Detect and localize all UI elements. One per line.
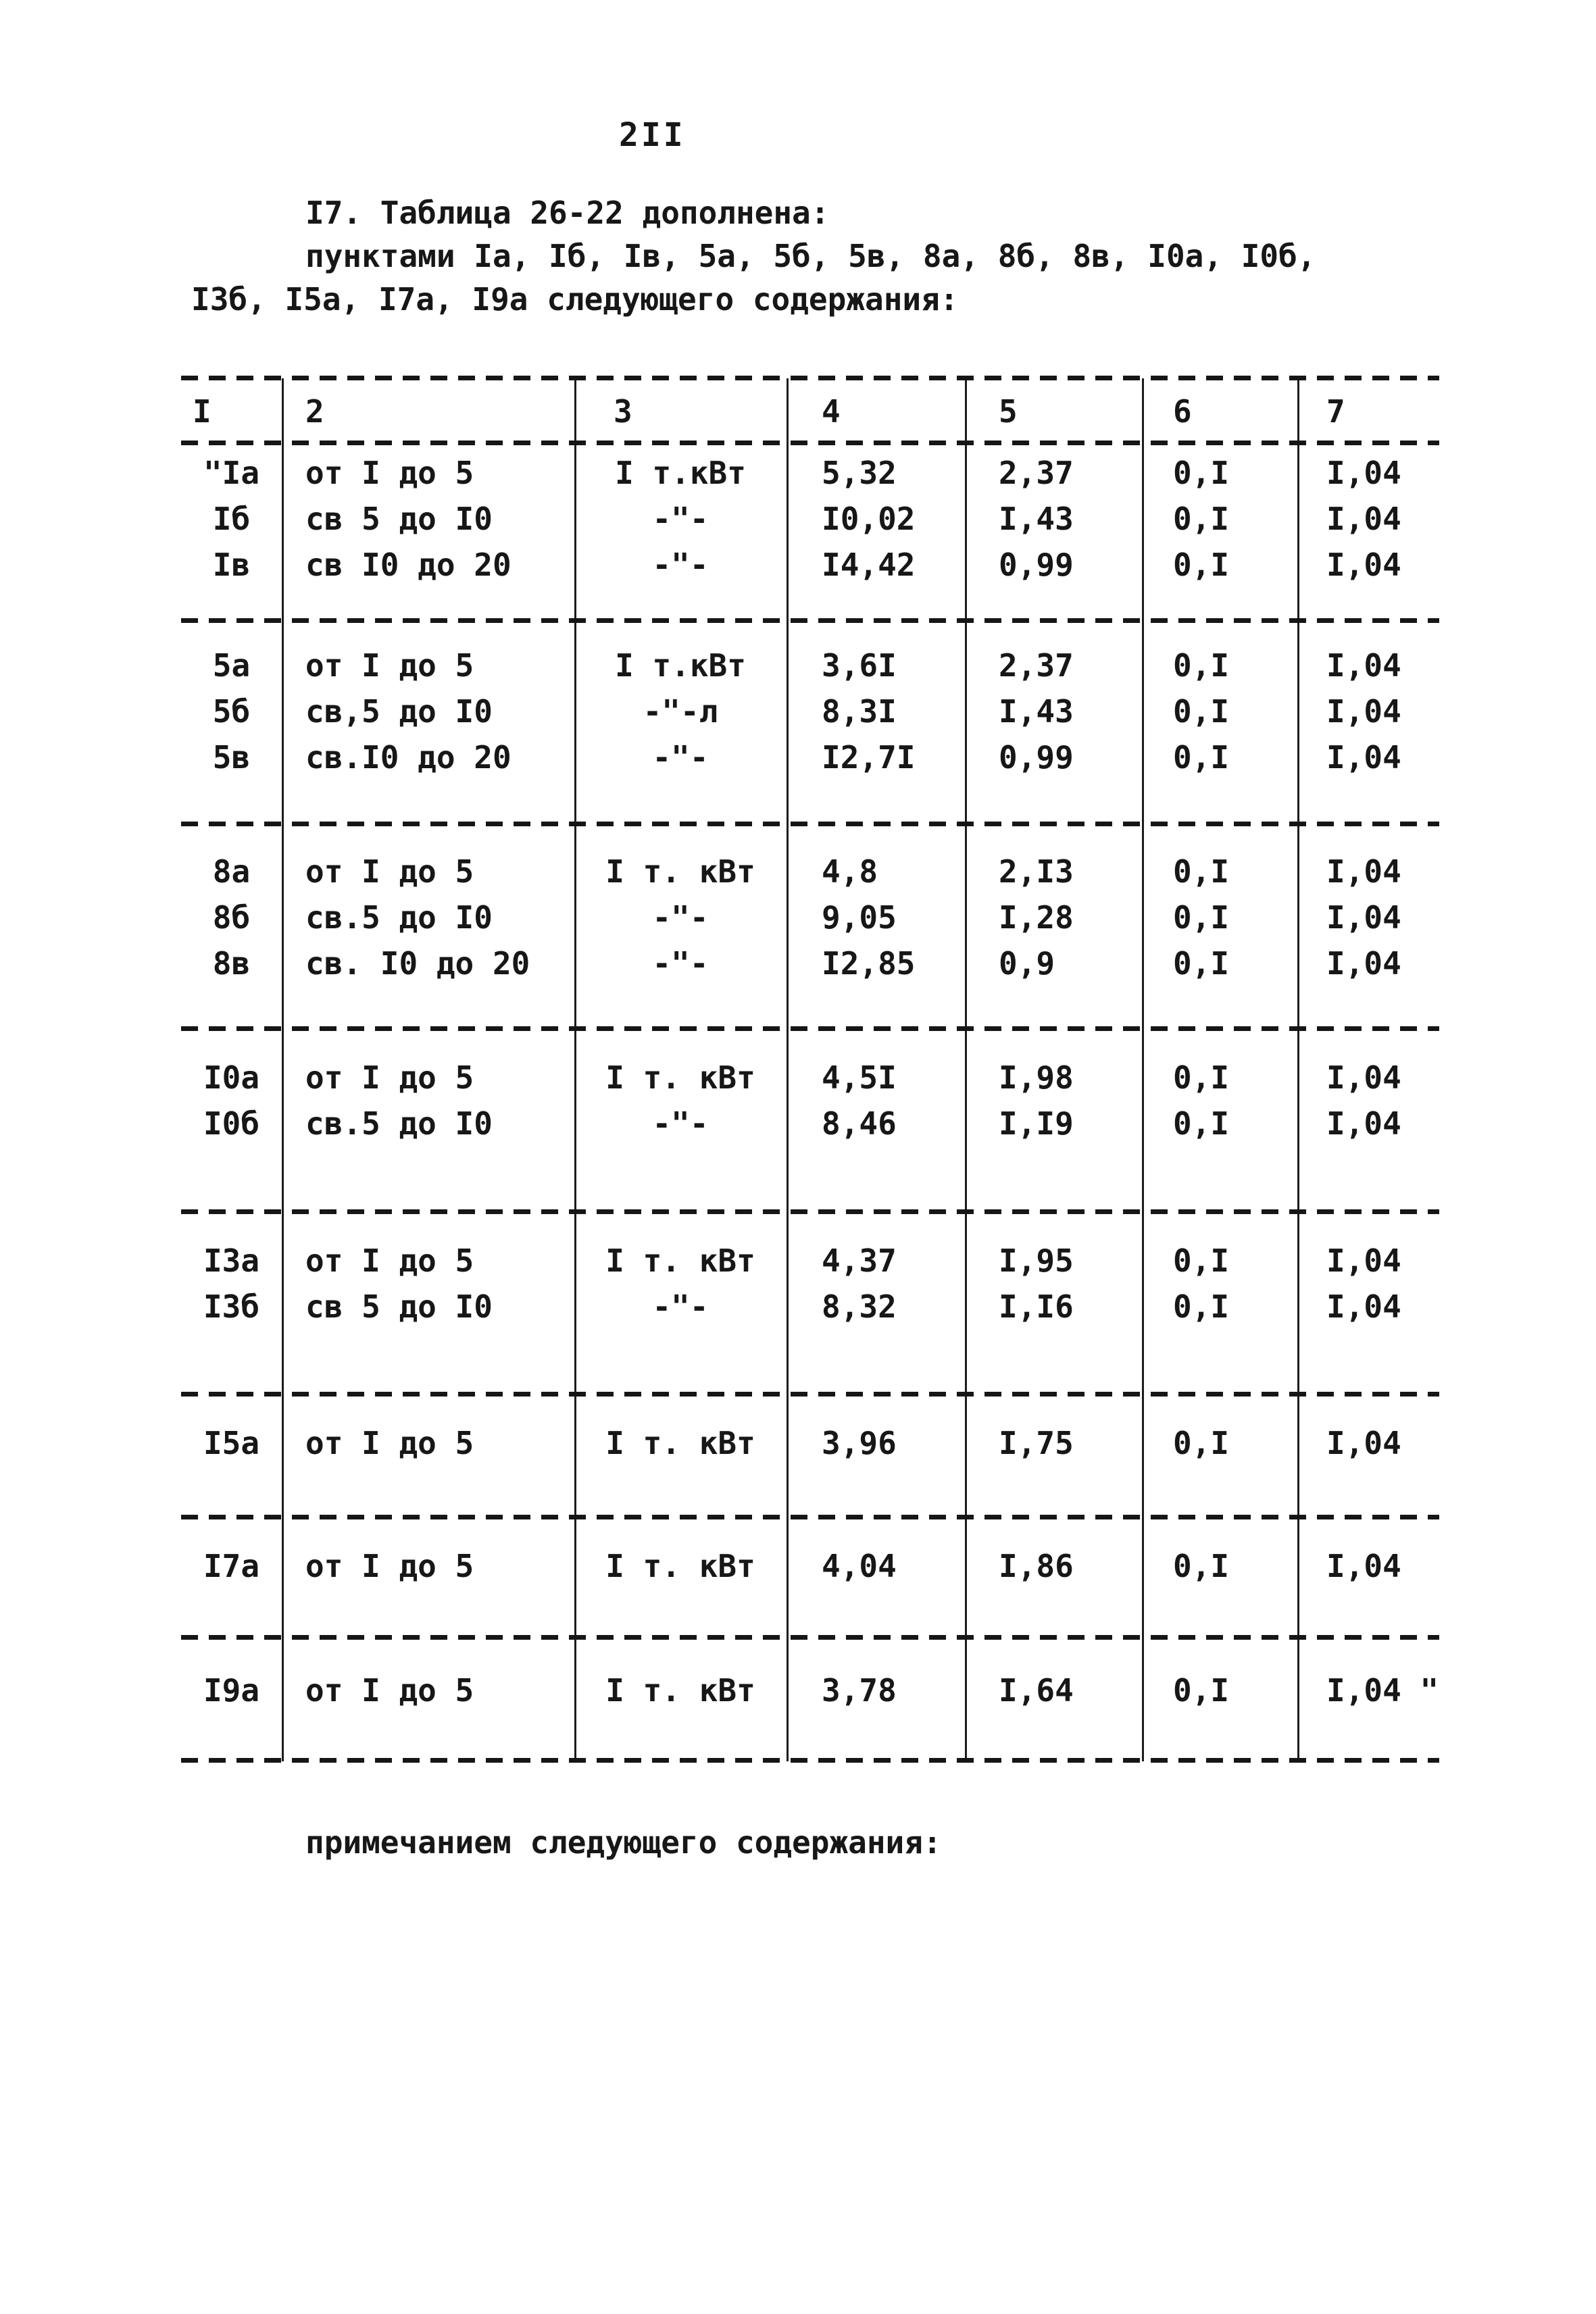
table-cell-col7: I,04 <box>1326 693 1401 730</box>
table-cell-col4: I4,42 <box>822 547 916 583</box>
table-row <box>181 1543 1439 1589</box>
table-cell-col4: 4,5I <box>822 1059 897 1096</box>
table-cell-col7: I,04 <box>1326 1548 1401 1584</box>
table-cell-col6: 0,I <box>1173 547 1230 583</box>
table-cell-col1: 5а <box>212 647 251 684</box>
table-row <box>181 643 1439 688</box>
column-header-1: I <box>193 393 211 430</box>
table-row <box>181 849 1439 895</box>
table-cell-col2: св,5 до I0 <box>305 693 493 730</box>
table-row <box>181 940 1439 986</box>
table-cell-col3: -"-л <box>643 693 718 730</box>
table-cell-col6: 0,I <box>1173 945 1230 982</box>
table-cell-col5: I,98 <box>999 1059 1074 1096</box>
table-cell-col7: I,04 <box>1326 899 1401 936</box>
table-group-15 <box>181 1392 1439 1515</box>
column-header-5: 5 <box>999 393 1018 430</box>
table-cell-col2: от I до 5 <box>305 1548 474 1584</box>
table-cell-col4: 4,04 <box>822 1548 897 1584</box>
table-cell-col2: св.5 до I0 <box>305 1105 493 1142</box>
table-cell-col3: I т. кВт <box>605 1242 755 1279</box>
table-cell-col6: 0,I <box>1173 501 1230 537</box>
table-cell-col2: св I0 до 20 <box>305 547 512 583</box>
table-26-22 <box>181 376 1439 1763</box>
table-cell-col5: I,43 <box>999 693 1074 730</box>
table-cell-col6: 0,I <box>1173 899 1230 936</box>
column-header-2: 2 <box>305 393 324 430</box>
table-cell-col1: I3б <box>203 1288 260 1325</box>
table-row <box>181 450 1439 496</box>
table-cell-col5: 2,37 <box>999 455 1074 491</box>
table-cell-col7: I,04 <box>1326 455 1401 491</box>
table-cell-col4: 8,32 <box>822 1288 897 1325</box>
table-row <box>181 1238 1439 1284</box>
table-row <box>181 895 1439 940</box>
table-cell-col2: св.5 до I0 <box>305 899 493 936</box>
table-cell-col4: I2,85 <box>822 945 916 982</box>
table-row <box>181 1055 1439 1101</box>
column-header-7: 7 <box>1326 393 1345 430</box>
table-cell-col6: 0,I <box>1173 1105 1230 1142</box>
table-cell-col7: I,04 <box>1326 501 1401 537</box>
table-cell-col4: 3,78 <box>822 1672 897 1709</box>
table-cell-col4: 9,05 <box>822 899 897 936</box>
table-cell-col2: св.I0 до 20 <box>305 739 512 776</box>
table-cell-col3: -"- <box>652 1105 709 1142</box>
table-cell-col3: I т.кВт <box>615 455 746 491</box>
table-cell-col5: I,95 <box>999 1242 1074 1279</box>
table-cell-col1: 5в <box>212 739 251 776</box>
table-group-8 <box>181 822 1439 1026</box>
table-cell-col5: 0,99 <box>999 739 1074 776</box>
intro-line-3: I3б, I5а, I7а, I9а следующего содержания: <box>191 281 959 318</box>
table-cell-col7: I,04 <box>1326 1242 1401 1279</box>
table-cell-col3: -"- <box>652 547 709 583</box>
table-cell-col4: I0,02 <box>822 501 916 537</box>
table-cell-col1: 8б <box>212 899 251 936</box>
table-cell-col4: 8,46 <box>822 1105 897 1142</box>
table-cell-col5: 0,9 <box>999 945 1055 982</box>
table-cell-col7: I,04 <box>1326 945 1401 982</box>
table-row <box>181 1101 1439 1147</box>
table-cell-col2: св. I0 до 20 <box>305 945 530 982</box>
table-group-10 <box>181 1026 1439 1209</box>
table-cell-col7: I,04 <box>1326 1288 1401 1325</box>
table-cell-col5: I,I6 <box>999 1288 1074 1325</box>
table-cell-col3: -"- <box>652 945 709 982</box>
table-cell-col5: I,28 <box>999 899 1074 936</box>
table-cell-col6: 0,I <box>1173 455 1230 491</box>
table-cell-col2: св 5 до I0 <box>305 501 493 537</box>
table-cell-col5: I,64 <box>999 1672 1074 1709</box>
column-header-6: 6 <box>1173 393 1192 430</box>
table-cell-col6: 0,I <box>1173 693 1230 730</box>
table-row <box>181 1284 1439 1330</box>
table-cell-col5: I,75 <box>999 1425 1074 1461</box>
table-cell-col6: 0,I <box>1173 1288 1230 1325</box>
table-cell-col7: I,04 <box>1326 1105 1401 1142</box>
table-cell-col2: от I до 5 <box>305 853 474 890</box>
table-cell-col4: 5,32 <box>822 455 897 491</box>
table-cell-col2: от I до 5 <box>305 1242 474 1279</box>
table-cell-col2: от I до 5 <box>305 1059 474 1096</box>
table-top-rule <box>181 376 1439 380</box>
table-group-5 <box>181 618 1439 822</box>
table-cell-col7: I,04 " <box>1326 1672 1439 1709</box>
intro-line-2: пунктами Iа, Iб, Iв, 5а, 5б, 5в, 8а, 8б, 8в, I0а, I0б, <box>305 238 1316 274</box>
table-cell-col2: от I до 5 <box>305 647 474 684</box>
table-cell-col5: 0,99 <box>999 547 1074 583</box>
table-cell-col1: "Iа <box>203 455 260 491</box>
table-cell-col7: I,04 <box>1326 1425 1401 1461</box>
table-row <box>181 1420 1439 1466</box>
table-row <box>181 542 1439 588</box>
footer-note: примечанием следующего содержания: <box>305 1824 942 1861</box>
table-cell-col1: I9а <box>203 1672 260 1709</box>
table-cell-col6: 0,I <box>1173 1425 1230 1461</box>
table-cell-col6: 0,I <box>1173 1672 1230 1709</box>
table-cell-col3: I т. кВт <box>605 1059 755 1096</box>
column-header-4: 4 <box>822 393 841 430</box>
table-cell-col5: 2,37 <box>999 647 1074 684</box>
table-cell-col2: от I до 5 <box>305 455 474 491</box>
table-group-17 <box>181 1515 1439 1635</box>
table-cell-col1: 8в <box>212 945 251 982</box>
table-row <box>181 1667 1439 1713</box>
table-cell-col5: I,I9 <box>999 1105 1074 1142</box>
table-cell-col6: 0,I <box>1173 647 1230 684</box>
table-group-19 <box>181 1635 1439 1759</box>
table-cell-col3: -"- <box>652 501 709 537</box>
table-cell-col3: I т. кВт <box>605 1672 755 1709</box>
table-cell-col4: 4,8 <box>822 853 878 890</box>
table-cell-col3: -"- <box>652 899 709 936</box>
table-cell-col1: 8а <box>212 853 251 890</box>
table-cell-col7: I,04 <box>1326 739 1401 776</box>
table-cell-col1: I0б <box>203 1105 260 1142</box>
table-cell-col2: от I до 5 <box>305 1672 474 1709</box>
table-cell-col4: 8,3I <box>822 693 897 730</box>
table-cell-col5: I,86 <box>999 1548 1074 1584</box>
table-cell-col5: I,43 <box>999 501 1074 537</box>
table-cell-col3: -"- <box>652 1288 709 1325</box>
table-cell-col7: I,04 <box>1326 853 1401 890</box>
table-group-1 <box>181 441 1439 618</box>
table-cell-col7: I,04 <box>1326 647 1401 684</box>
page-number: 2II <box>619 116 686 154</box>
table-cell-col7: I,04 <box>1326 547 1401 583</box>
table-cell-col1: I7а <box>203 1548 260 1584</box>
table-cell-col4: 3,96 <box>822 1425 897 1461</box>
table-cell-col1: Iв <box>212 547 251 583</box>
table-cell-col2: от I до 5 <box>305 1425 474 1461</box>
table-cell-col6: 0,I <box>1173 1242 1230 1279</box>
table-row <box>181 496 1439 542</box>
intro-line-1: I7. Таблица 26-22 дополнена: <box>305 195 830 231</box>
table-cell-col6: 0,I <box>1173 739 1230 776</box>
table-cell-col3: -"- <box>652 739 709 776</box>
table-cell-col3: I т. кВт <box>605 1425 755 1461</box>
table-cell-col1: I0а <box>203 1059 260 1096</box>
table-group-13 <box>181 1209 1439 1392</box>
table-cell-col5: 2,I3 <box>999 853 1074 890</box>
table-cell-col1: Iб <box>212 501 251 537</box>
table-bottom-rule <box>181 1758 1439 1763</box>
table-cell-col6: 0,I <box>1173 853 1230 890</box>
table-cell-col7: I,04 <box>1326 1059 1401 1096</box>
table-cell-col3: I т. кВт <box>605 1548 755 1584</box>
table-cell-col3: I т. кВт <box>605 853 755 890</box>
table-cell-col4: I2,7I <box>822 739 916 776</box>
table-cell-col1: 5б <box>212 693 251 730</box>
table-header-row <box>181 391 1439 432</box>
table-cell-col6: 0,I <box>1173 1548 1230 1584</box>
table-cell-col4: 3,6I <box>822 647 897 684</box>
table-cell-col1: I3а <box>203 1242 260 1279</box>
table-cell-col1: I5а <box>203 1425 260 1461</box>
column-header-3: 3 <box>614 393 632 430</box>
table-cell-col4: 4,37 <box>822 1242 897 1279</box>
table-cell-col2: св 5 до I0 <box>305 1288 493 1325</box>
table-cell-col6: 0,I <box>1173 1059 1230 1096</box>
table-row <box>181 734 1439 780</box>
table-row <box>181 688 1439 734</box>
table-cell-col3: I т.кВт <box>615 647 746 684</box>
